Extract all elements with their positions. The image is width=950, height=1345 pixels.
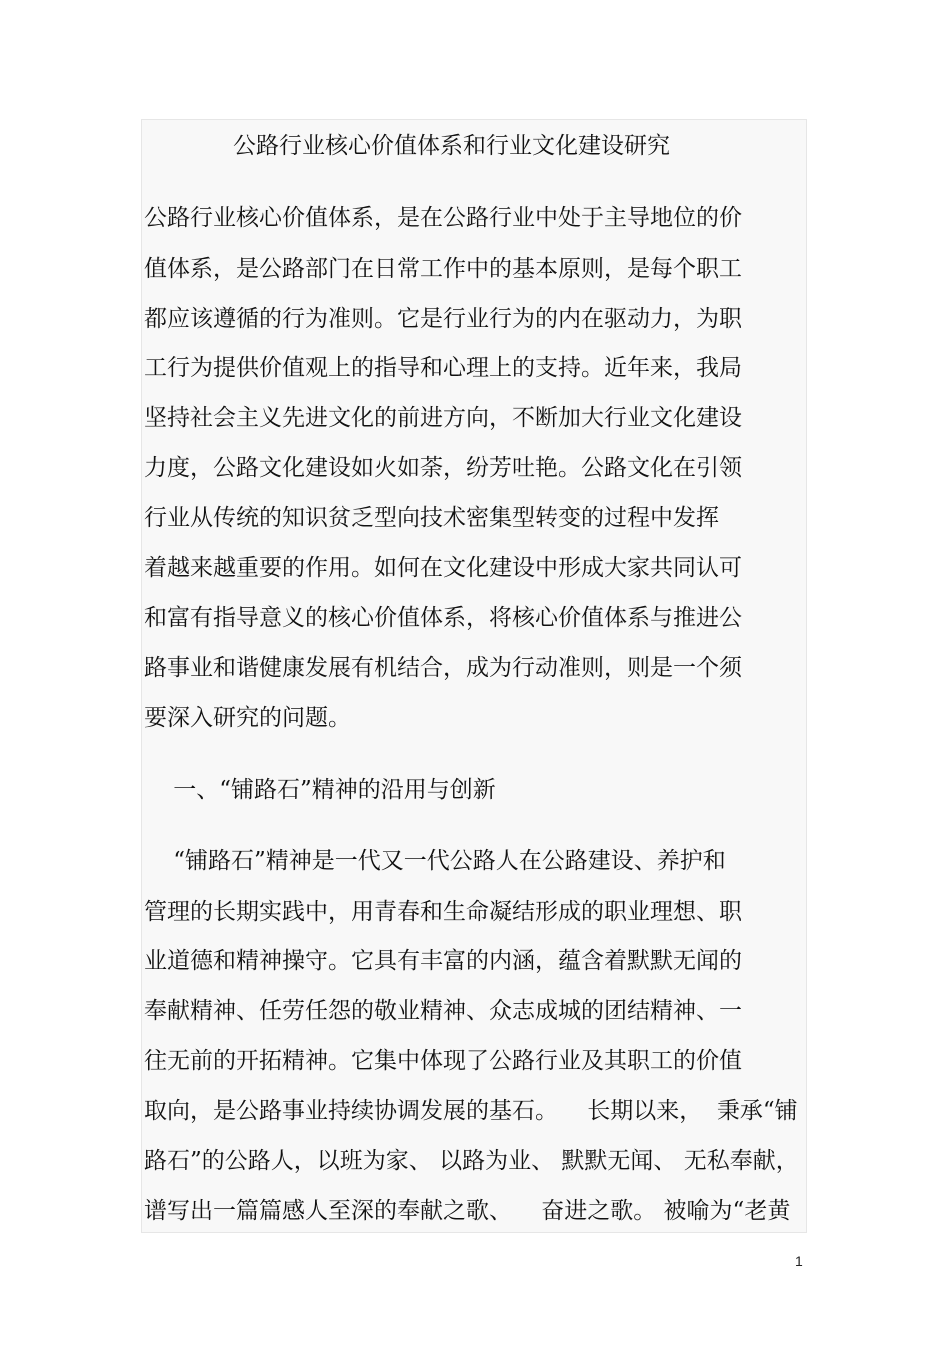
body-line: 路事业和谐健康发展有机结合，成为行动准则，则是一个须	[144, 655, 742, 681]
section-heading: 一、“铺路石”精神的沿用与创新	[144, 777, 496, 803]
body-line: 谱写出一篇篇感人至深的奉献之歌、 奋进之歌。 被喻为“老黄	[144, 1198, 791, 1224]
body-line: 值体系，是公路部门在日常工作中的基本原则，是每个职工	[144, 256, 742, 282]
body-line: 往无前的开拓精神。它集中体现了公路行业及其职工的价值	[144, 1048, 742, 1074]
body-line: 公路行业核心价值体系，是在公路行业中处于主导地位的价	[144, 205, 742, 231]
document-title: 公路行业核心价值体系和行业文化建设研究	[233, 133, 670, 159]
body-line: 和富有指导意义的核心价值体系，将核心价值体系与推进公	[144, 605, 742, 631]
body-line: 行业从传统的知识贫乏型向技术密集型转变的过程中发挥	[144, 505, 719, 531]
body-line: 取向，是公路事业持续协调发展的基石。 长期以来， 秉承“铺	[144, 1098, 798, 1124]
body-line: 工行为提供价值观上的指导和心理上的支持。近年来，我局	[144, 355, 742, 381]
body-line: 坚持社会主义先进文化的前进方向，不断加大行业文化建设	[144, 405, 742, 431]
body-line: 管理的长期实践中，用青春和生命凝结形成的职业理想、职	[144, 899, 742, 925]
body-line: 着越来越重要的作用。如何在文化建设中形成大家共同认可	[144, 555, 742, 581]
body-line: 力度，公路文化建设如火如荼，纷芳吐艳。公路文化在引领	[144, 455, 742, 481]
body-line: 业道德和精神操守。它具有丰富的内涵，蕴含着默默无闻的	[144, 948, 742, 974]
body-line: 都应该遵循的行为准则。它是行业行为的内在驱动力，为职	[144, 306, 742, 332]
body-line: 奉献精神、任劳任怨的敬业精神、众志成城的团结精神、一	[144, 998, 742, 1024]
body-line: 要深入研究的问题。	[144, 705, 351, 731]
page-number: 1	[795, 1253, 803, 1269]
body-line: “铺路石”精神是一代又一代公路人在公路建设、养护和	[144, 848, 726, 874]
body-line: 路石”的公路人，以班为家、 以路为业、 默默无闻、 无私奉献，	[144, 1148, 799, 1174]
